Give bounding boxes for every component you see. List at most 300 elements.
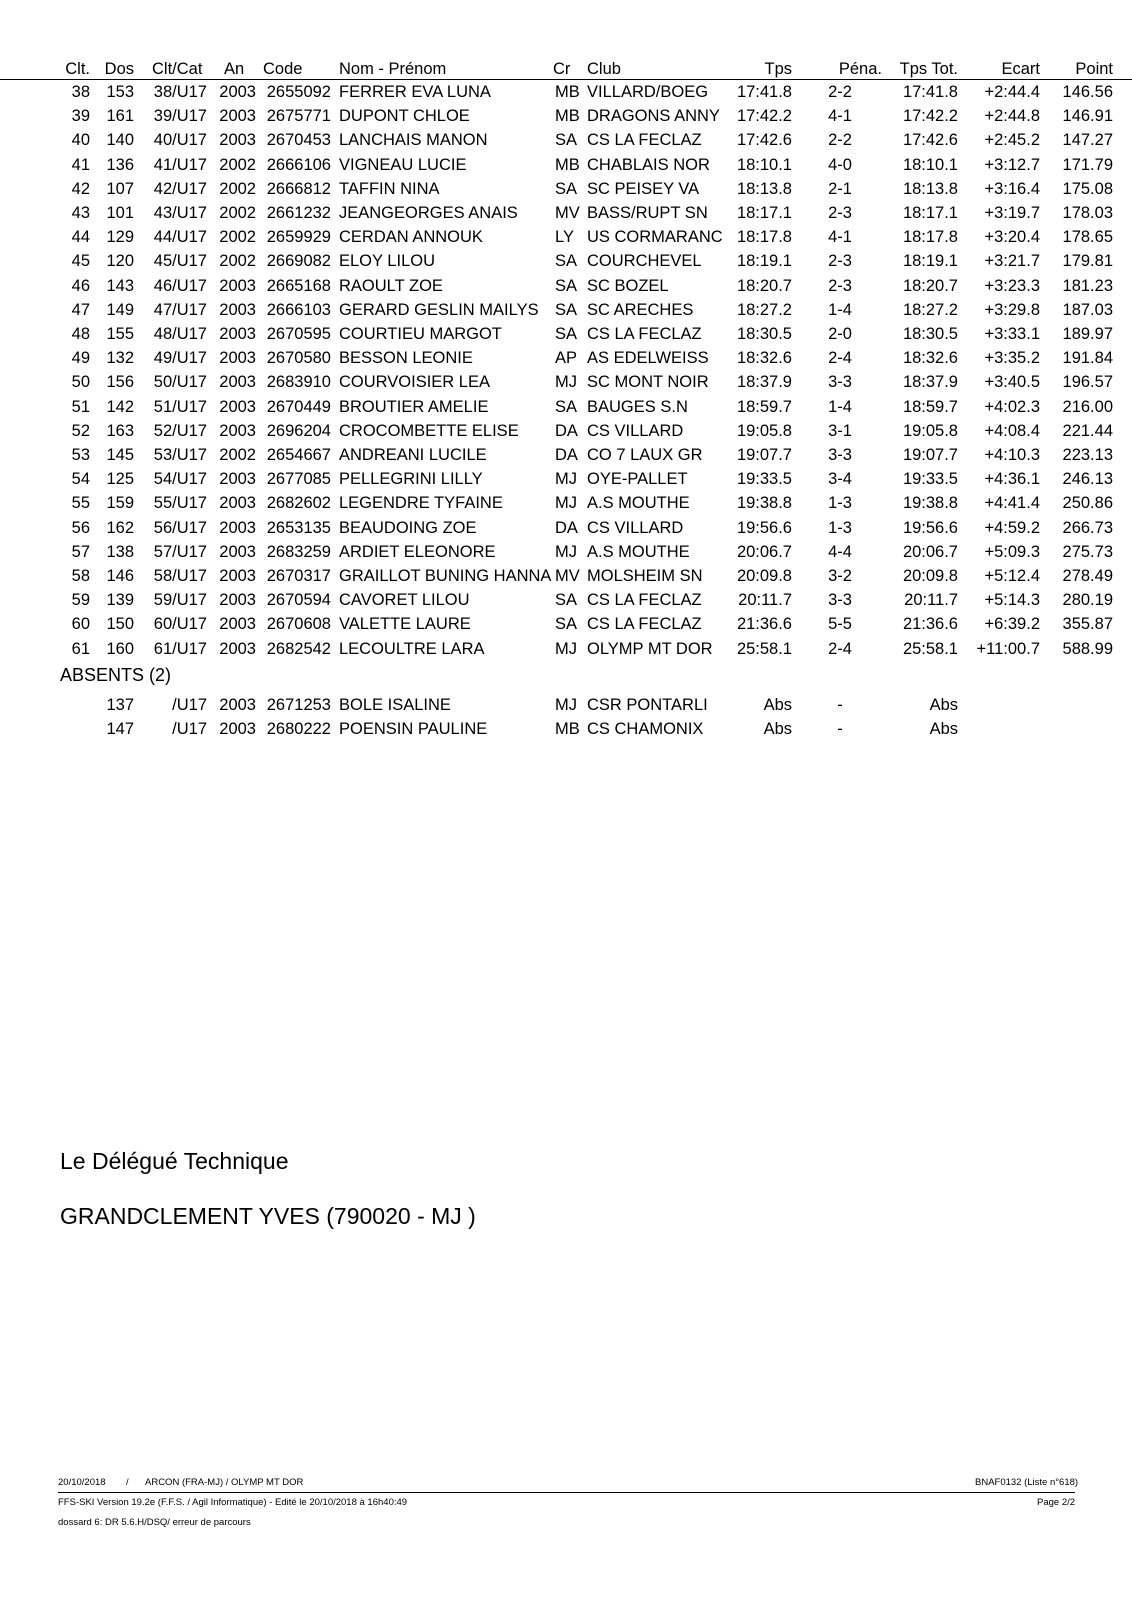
header-club: Club — [587, 60, 621, 78]
cell-code: 2670594 — [266, 591, 331, 610]
cell-club: SC ARECHES — [587, 300, 694, 319]
cell-pena: 2-2 — [828, 131, 852, 150]
cell-club: CS LA FECLAZ — [587, 131, 702, 150]
cell-clt: 52 — [71, 421, 90, 440]
cell-ecart: +5:14.3 — [984, 591, 1040, 610]
table-row — [0, 588, 1132, 612]
cell-code: 2665168 — [266, 276, 331, 295]
cell-cat: 55/U17 — [153, 494, 207, 513]
cell-cr: MB — [555, 107, 580, 126]
cell-clt: 39 — [71, 107, 90, 126]
header-an: An — [224, 60, 245, 78]
cell-point: 246.13 — [1062, 470, 1113, 489]
cell-name: BOLE ISALINE — [339, 696, 451, 714]
cell-code: 2654667 — [266, 446, 331, 464]
cell-cr: MJ — [555, 639, 577, 658]
absents-title: ABSENTS (2) — [60, 665, 172, 685]
cell-point: 223.13 — [1062, 446, 1113, 464]
cell-dos: 107 — [106, 179, 134, 198]
cell-clt: 44 — [71, 228, 90, 247]
cell-point: 187.03 — [1062, 300, 1113, 319]
cell-name: LECOULTRE LARA — [339, 639, 485, 658]
cell-dos: 125 — [106, 470, 134, 489]
cell-cr: MJ — [555, 696, 577, 714]
cell-tps: 19:38.8 — [736, 494, 792, 513]
cell-point: 178.65 — [1062, 228, 1113, 247]
cell-an: 2002 — [219, 155, 256, 174]
cell-point: 216.00 — [1062, 397, 1113, 416]
cell-code: 2683259 — [266, 542, 331, 561]
cell-tot: 20:06.7 — [902, 542, 958, 561]
cell-cat: 39/U17 — [153, 107, 207, 126]
cell-cat: 46/U17 — [153, 276, 207, 295]
cell-tps: 25:58.1 — [736, 639, 792, 658]
cell-tps: 18:13.8 — [736, 179, 792, 198]
cell-tps: 20:06.7 — [736, 542, 792, 561]
cell-an: 2003 — [219, 494, 256, 513]
cell-ecart: +4:02.3 — [984, 397, 1040, 416]
cell-point: 266.73 — [1062, 518, 1113, 537]
cell-club: CS CHAMONIX — [587, 720, 704, 739]
cell-tot: 17:42.2 — [902, 107, 958, 126]
cell-clt: 40 — [71, 131, 90, 150]
cell-dos: 136 — [106, 155, 134, 174]
cell-pena: 2-4 — [828, 349, 852, 368]
cell-tps: 20:09.8 — [736, 567, 792, 585]
cell-club: CS VILLARD — [587, 518, 684, 537]
cell-tot: 18:13.8 — [902, 179, 958, 198]
table-row — [0, 322, 1132, 346]
cell-name: ANDREANI LUCILE — [339, 446, 487, 464]
cell-club: MOLSHEIM SN — [587, 567, 703, 585]
footer-event: ARCON (FRA-MJ) / OLYMP MT DOR — [145, 1477, 304, 1488]
cell-tps: 18:37.9 — [736, 373, 792, 392]
cell-dos: 146 — [106, 567, 134, 585]
cell-dos: 150 — [106, 615, 134, 634]
cell-tot: 19:05.8 — [902, 421, 958, 440]
footer-date: 20/10/2018 — [58, 1477, 106, 1488]
cell-club: AS EDELWEISS — [587, 349, 709, 368]
cell-an: 2002 — [219, 228, 256, 247]
cell-cat: 42/U17 — [153, 179, 207, 198]
cell-club: A.S MOUTHE — [587, 494, 690, 513]
table-row — [0, 516, 1132, 540]
cell-cr: MJ — [555, 542, 577, 561]
cell-name: VALETTE LAURE — [339, 615, 471, 634]
cell-an: 2003 — [219, 276, 256, 295]
cell-name: VIGNEAU LUCIE — [339, 155, 467, 174]
cell-ecart: +3:19.7 — [984, 204, 1040, 222]
cell-an: 2003 — [219, 325, 256, 343]
table-row — [0, 491, 1132, 515]
cell-club: BAUGES S.N — [587, 397, 688, 416]
cell-name: POENSIN PAULINE — [339, 720, 488, 739]
cell-code: 2666812 — [266, 179, 331, 198]
cell-clt: 41 — [71, 155, 90, 174]
signature-name: GRANDCLEMENT YVES (790020 - MJ ) — [60, 1203, 476, 1229]
cell-tot: 17:41.8 — [902, 83, 958, 101]
cell-point: 171.79 — [1062, 155, 1113, 174]
cell-tot: 17:42.6 — [902, 131, 958, 150]
cell-dos: 129 — [106, 228, 134, 247]
cell-an: 2003 — [219, 349, 256, 368]
cell-an: 2003 — [219, 696, 256, 714]
cell-cr: SA — [555, 131, 578, 150]
cell-pena: 1-3 — [828, 518, 852, 537]
table-row — [0, 80, 1132, 104]
cell-code: 2661232 — [266, 204, 331, 222]
cell-an: 2003 — [219, 567, 256, 585]
cell-ecart: +5:12.4 — [984, 567, 1040, 585]
cell-an: 2003 — [219, 518, 256, 537]
cell-dos: 143 — [106, 276, 134, 295]
cell-tps: Abs — [763, 696, 792, 714]
cell-tot: 19:33.5 — [902, 470, 958, 489]
cell-tot: 18:17.8 — [902, 228, 958, 247]
cell-clt: 42 — [71, 179, 90, 198]
cell-cat: 41/U17 — [153, 155, 207, 174]
cell-pena: - — [837, 696, 843, 714]
cell-clt: 49 — [71, 349, 90, 368]
cell-cr: LY — [555, 228, 574, 247]
cell-clt: 48 — [71, 325, 90, 343]
cell-cr: SA — [555, 615, 578, 634]
cell-an: 2003 — [219, 107, 256, 126]
cell-an: 2003 — [219, 591, 256, 610]
cell-club: CS VILLARD — [587, 421, 684, 440]
cell-ecart: +5:09.3 — [984, 542, 1040, 561]
cell-ecart: +4:10.3 — [984, 446, 1040, 464]
cell-clt: 59 — [71, 591, 90, 610]
cell-tot: 18:20.7 — [902, 276, 958, 295]
cell-code: 2666106 — [266, 155, 331, 174]
cell-ecart: +3:23.3 — [984, 276, 1040, 295]
cell-tot: Abs — [929, 720, 958, 739]
cell-club: COURCHEVEL — [587, 252, 702, 271]
cell-tot: 20:09.8 — [902, 567, 958, 585]
header-point: Point — [1075, 60, 1113, 78]
table-row — [0, 225, 1132, 249]
cell-name: RAOULT ZOE — [339, 276, 443, 295]
cell-name: CERDAN ANNOUK — [339, 228, 483, 247]
cell-point: 175.08 — [1062, 179, 1113, 198]
cell-point: 275.73 — [1062, 542, 1113, 561]
cell-pena: - — [837, 720, 843, 739]
table-row — [0, 637, 1132, 661]
cell-tot: 18:32.6 — [902, 349, 958, 368]
table-row — [0, 249, 1132, 273]
cell-pena: 4-1 — [828, 107, 852, 126]
cell-tot: Abs — [929, 696, 958, 714]
cell-dos: 140 — [106, 131, 134, 150]
header-code: Code — [263, 60, 303, 78]
cell-cat: 38/U17 — [153, 83, 207, 101]
cell-ecart: +3:33.1 — [984, 325, 1040, 343]
cell-club: CO 7 LAUX GR — [587, 446, 703, 464]
table-row — [0, 419, 1132, 443]
cell-cr: AP — [555, 349, 578, 368]
cell-code: 2670580 — [266, 349, 331, 368]
cell-club: CHABLAIS NOR — [587, 155, 710, 174]
cell-ecart: +2:44.4 — [984, 83, 1040, 101]
cell-an: 2002 — [219, 252, 256, 271]
cell-name: BEAUDOING ZOE — [339, 518, 477, 537]
cell-club: CS LA FECLAZ — [587, 615, 702, 634]
cell-dos: 155 — [106, 325, 134, 343]
cell-club: CS LA FECLAZ — [587, 591, 702, 610]
cell-cat: 49/U17 — [153, 349, 207, 368]
table-row — [0, 104, 1132, 128]
cell-tps: 17:41.8 — [736, 83, 792, 101]
cell-clt: 46 — [71, 276, 90, 295]
header-pena: Péna. — [838, 60, 882, 78]
cell-clt: 57 — [71, 542, 90, 561]
cell-pena: 3-4 — [828, 470, 852, 489]
cell-cr: SA — [555, 179, 578, 198]
cell-club: SC PEISEY VA — [587, 179, 700, 198]
cell-cat: 60/U17 — [153, 615, 207, 634]
table-row — [0, 346, 1132, 370]
cell-name: TAFFIN NINA — [339, 179, 440, 198]
cell-code: 2680222 — [266, 720, 331, 739]
cell-club: US CORMARANC — [587, 228, 723, 247]
cell-code: 2653135 — [266, 518, 331, 537]
cell-dos: 132 — [106, 349, 134, 368]
cell-tot: 25:58.1 — [902, 639, 958, 658]
cell-an: 2003 — [219, 83, 256, 101]
cell-code: 2696204 — [266, 421, 331, 440]
cell-clt: 51 — [71, 397, 90, 416]
cell-cr: MB — [555, 155, 580, 174]
table-row — [0, 564, 1132, 588]
table-row — [0, 177, 1132, 201]
cell-ecart: +4:59.2 — [984, 518, 1040, 537]
cell-tps: 18:19.1 — [736, 252, 792, 271]
cell-cat: 57/U17 — [153, 542, 207, 561]
cell-cr: SA — [555, 591, 578, 610]
cell-clt: 38 — [71, 83, 90, 101]
cell-club: BASS/RUPT SN — [587, 204, 708, 222]
cell-code: 2671253 — [266, 696, 331, 714]
cell-code: 2682602 — [266, 494, 331, 513]
cell-club: SC BOZEL — [587, 276, 669, 295]
cell-tps: 19:07.7 — [736, 446, 792, 464]
cell-name: BESSON LEONIE — [339, 349, 473, 368]
cell-cr: MB — [555, 83, 580, 101]
footer-note: dossard 6: DR 5.6.H/DSQ/ erreur de parcours — [58, 1517, 251, 1528]
cell-cr: SA — [555, 276, 578, 295]
table-row — [0, 298, 1132, 322]
cell-name: PELLEGRINI LILLY — [339, 470, 483, 489]
cell-cr: MJ — [555, 494, 577, 513]
cell-code: 2670595 — [266, 325, 331, 343]
cell-an: 2003 — [219, 639, 256, 658]
cell-ecart: +3:21.7 — [984, 252, 1040, 271]
table-row — [0, 693, 1132, 717]
cell-ecart: +6:39.2 — [984, 615, 1040, 634]
cell-code: 2670608 — [266, 615, 331, 634]
cell-tps: 19:56.6 — [736, 518, 792, 537]
cell-clt: 56 — [71, 518, 90, 537]
cell-cr: MV — [555, 204, 580, 222]
cell-tps: 19:05.8 — [736, 421, 792, 440]
cell-cat: 59/U17 — [153, 591, 207, 610]
cell-dos: 142 — [106, 397, 134, 416]
cell-pena: 3-1 — [828, 421, 852, 440]
cell-ecart: +11:00.7 — [976, 639, 1040, 658]
cell-cr: SA — [555, 252, 578, 271]
cell-name: GRAILLOT BUNING HANNA — [339, 567, 552, 585]
cell-pena: 2-3 — [828, 252, 852, 271]
cell-clt: 45 — [71, 252, 90, 271]
footer-separator: / — [126, 1477, 129, 1488]
cell-ecart: +3:20.4 — [984, 228, 1040, 247]
header-name: Nom - Prénom — [339, 60, 447, 78]
cell-pena: 3-3 — [828, 373, 852, 392]
table-row — [0, 128, 1132, 152]
cell-point: 280.19 — [1062, 591, 1113, 610]
header-cltcat: Clt/Cat — [152, 60, 203, 78]
cell-an: 2003 — [219, 470, 256, 489]
cell-name: COURTIEU MARGOT — [339, 325, 502, 343]
cell-tps: 18:17.1 — [736, 204, 792, 222]
cell-point: 178.03 — [1062, 204, 1113, 222]
cell-ecart: +3:12.7 — [984, 155, 1040, 174]
cell-pena: 4-0 — [828, 155, 852, 174]
cell-club: OYE-PALLET — [587, 470, 688, 489]
cell-cat: 61/U17 — [153, 639, 207, 658]
cell-tot: 18:37.9 — [902, 373, 958, 392]
cell-name: LANCHAIS MANON — [339, 131, 488, 150]
header-tps: Tps — [764, 60, 792, 78]
cell-an: 2002 — [219, 446, 256, 464]
cell-an: 2003 — [219, 720, 256, 739]
cell-cat: /U17 — [172, 696, 207, 714]
cell-name: COURVOISIER LEA — [339, 373, 490, 392]
table-row — [0, 612, 1132, 636]
cell-ecart: +3:35.2 — [984, 349, 1040, 368]
cell-club: CSR PONTARLI — [587, 696, 708, 714]
cell-cr: DA — [555, 446, 578, 464]
cell-tot: 18:19.1 — [902, 252, 958, 271]
cell-ecart: +2:44.8 — [984, 107, 1040, 126]
cell-tps: Abs — [763, 720, 792, 739]
cell-code: 2670453 — [266, 131, 331, 150]
cell-point: 191.84 — [1062, 349, 1113, 368]
cell-tps: 17:42.6 — [736, 131, 792, 150]
signature-role: Le Délégué Technique — [60, 1148, 289, 1174]
cell-club: CS LA FECLAZ — [587, 325, 702, 343]
cell-tot: 19:56.6 — [902, 518, 958, 537]
cell-dos: 162 — [106, 518, 134, 537]
cell-club: DRAGONS ANNY — [587, 107, 720, 126]
cell-tot: 19:07.7 — [902, 446, 958, 464]
cell-dos: 138 — [106, 542, 134, 561]
cell-an: 2003 — [219, 373, 256, 392]
cell-name: CROCOMBETTE ELISE — [339, 421, 519, 440]
cell-point: 146.56 — [1062, 83, 1113, 101]
cell-pena: 2-3 — [828, 276, 852, 295]
cell-code: 2682542 — [266, 639, 331, 658]
cell-an: 2003 — [219, 131, 256, 150]
cell-clt: 53 — [71, 446, 90, 464]
cell-pena: 2-2 — [828, 83, 852, 101]
table-row — [0, 201, 1132, 225]
cell-code: 2666103 — [266, 300, 331, 319]
cell-tps: 18:17.8 — [736, 228, 792, 247]
cell-cr: MV — [555, 567, 580, 585]
footer-page: Page 2/2 — [1037, 1497, 1076, 1508]
cell-pena: 3-3 — [828, 446, 852, 464]
cell-cat: 47/U17 — [153, 300, 207, 319]
cell-clt: 50 — [71, 373, 90, 392]
cell-clt: 58 — [71, 567, 90, 585]
cell-name: FERRER EVA LUNA — [339, 83, 491, 101]
cell-clt: 47 — [71, 300, 90, 319]
cell-dos: 156 — [106, 373, 134, 392]
cell-an: 2002 — [219, 204, 256, 222]
cell-an: 2003 — [219, 300, 256, 319]
cell-point: 181.23 — [1062, 276, 1113, 295]
cell-tps: 18:30.5 — [736, 325, 792, 343]
cell-cr: DA — [555, 518, 578, 537]
cell-tot: 18:59.7 — [902, 397, 958, 416]
cell-tot: 18:27.2 — [902, 300, 958, 319]
table-row — [0, 370, 1132, 394]
cell-an: 2003 — [219, 615, 256, 634]
cell-cr: MB — [555, 720, 580, 739]
cell-cr: MJ — [555, 373, 577, 392]
cell-name: DUPONT CHLOE — [339, 107, 470, 126]
cell-tot: 18:30.5 — [902, 325, 958, 343]
cell-ecart: +4:08.4 — [984, 421, 1040, 440]
cell-club: OLYMP MT DOR — [587, 639, 713, 658]
footer-version: FFS-SKI Version 19.2e (F.F.S. / Agil Informatique) - Edité le 20/10/2018 à 16h40:49 — [58, 1497, 408, 1508]
cell-code: 2677085 — [266, 470, 331, 489]
cell-pena: 1-3 — [828, 494, 852, 513]
cell-an: 2003 — [219, 421, 256, 440]
cell-tps: 17:42.2 — [736, 107, 792, 126]
cell-tps: 18:20.7 — [736, 276, 792, 295]
cell-code: 2683910 — [266, 373, 331, 392]
cell-pena: 4-4 — [828, 542, 852, 561]
cell-cr: SA — [555, 397, 578, 416]
cell-tps: 20:11.7 — [738, 591, 792, 610]
cell-point: 250.86 — [1062, 494, 1113, 513]
cell-tps: 21:36.6 — [736, 615, 792, 634]
cell-name: JEANGEORGES ANAIS — [339, 204, 518, 222]
cell-clt: 60 — [71, 615, 90, 634]
cell-tot: 18:10.1 — [902, 155, 958, 174]
cell-cat: 56/U17 — [153, 518, 207, 537]
cell-dos: 147 — [106, 720, 134, 739]
footer-list: BNAF0132 (Liste n°618) — [975, 1477, 1079, 1488]
cell-code: 2669082 — [266, 252, 331, 271]
cell-pena: 2-1 — [828, 179, 852, 198]
cell-dos: 161 — [106, 107, 134, 126]
cell-dos: 160 — [106, 639, 134, 658]
cell-cat: 45/U17 — [153, 252, 207, 271]
cell-pena: 1-4 — [828, 300, 852, 319]
table-row — [0, 467, 1132, 491]
table-row — [0, 540, 1132, 564]
cell-code: 2659929 — [266, 228, 331, 247]
cell-cat: 51/U17 — [153, 397, 207, 416]
cell-tot: 18:17.1 — [902, 204, 958, 222]
cell-pena: 3-3 — [828, 591, 852, 610]
cell-cr: MJ — [555, 470, 577, 489]
cell-point: 588.99 — [1062, 639, 1113, 658]
